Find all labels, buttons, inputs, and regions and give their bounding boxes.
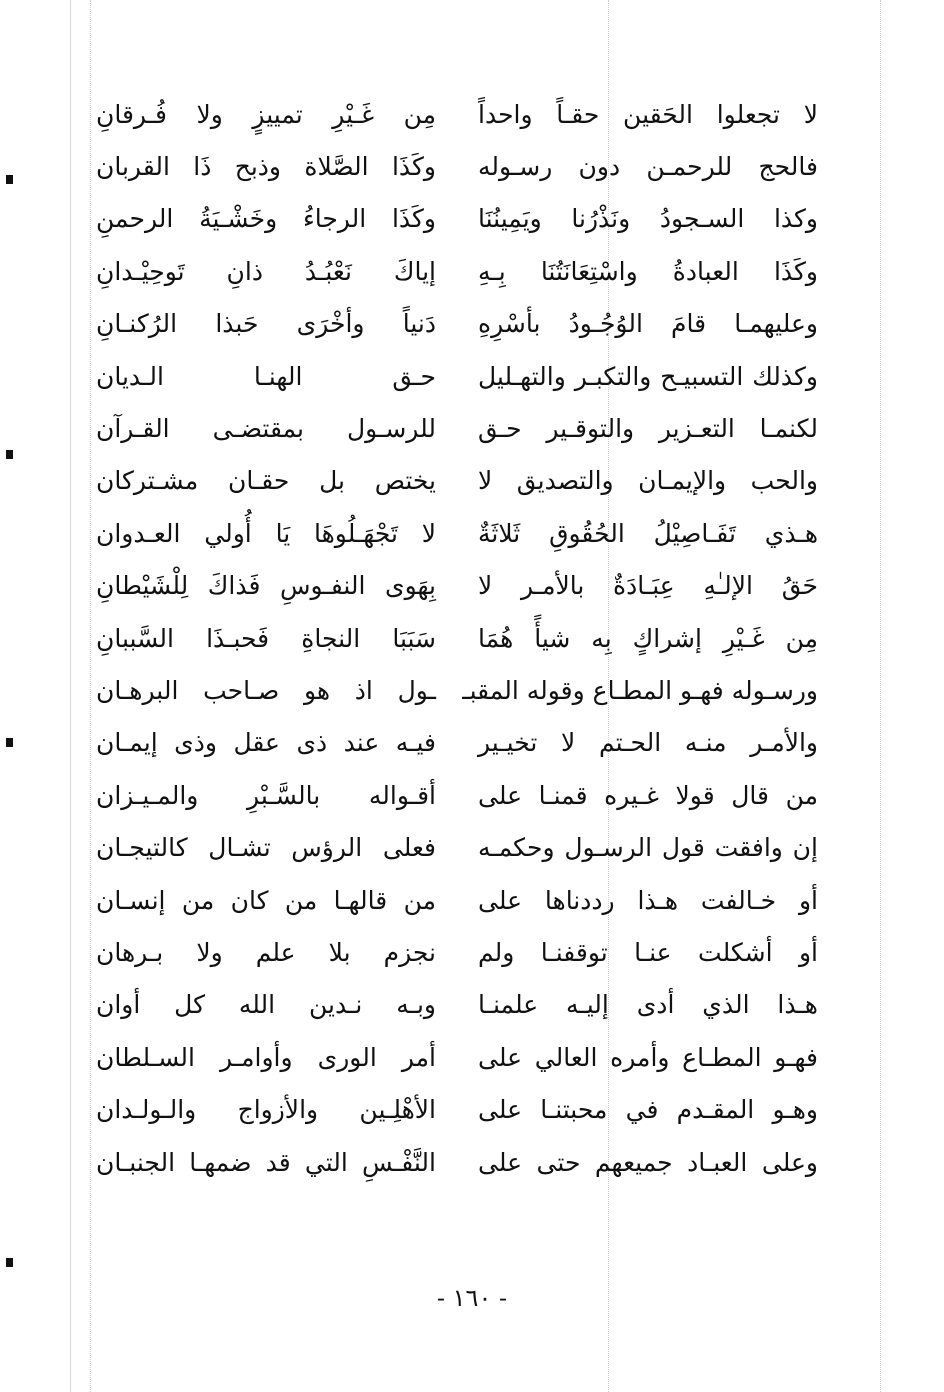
verse-first-hemistich: مِن غَـيْرِ إشراكٍ بِه شيأً هُمَا <box>478 623 818 653</box>
verse-first-hemistich: وعلى العبـاد جميعهم حتى على <box>478 1147 818 1177</box>
verse-line <box>96 245 818 297</box>
verse-first-hemistich: من قال قولا غـيره قمنـا على <box>478 780 818 810</box>
verse-line <box>96 1136 818 1188</box>
scan-margin <box>0 0 71 1392</box>
verse-line <box>96 350 818 402</box>
verse-first-hemistich: وكذلك التسبيـح والتكبـر والتهـليل <box>478 361 818 391</box>
verse-second-hemistich: سَبَبَا النجاةِ فَحبـذَا السَّببانِ <box>96 623 436 653</box>
margin-mark <box>6 450 13 459</box>
verse-line <box>96 1031 818 1083</box>
poem-body <box>96 88 818 1188</box>
margin-mark <box>6 1258 13 1267</box>
verse-first-hemistich: وهـو المقـدم في محبتنـا على <box>478 1095 818 1125</box>
scan-artifact-line <box>880 0 881 1392</box>
margin-mark <box>6 738 13 747</box>
verse-second-hemistich: أقـواله بالسَّـبْرِ والمـيـزان <box>96 780 436 810</box>
verse-line <box>96 979 818 1031</box>
verse-line <box>96 88 818 140</box>
verse-second-hemistich: أمر الورى وأوامـر السـلطان <box>96 1042 436 1072</box>
verse-first-hemistich: إن وافقت قول الرسـول وحكمـه <box>478 833 818 863</box>
verse-line <box>96 664 818 716</box>
verse-first-hemistich: والأمـر منـه الحـتم لا تخيـير <box>478 728 818 758</box>
verse-line <box>96 926 818 978</box>
verse-first-hemistich: هـذي تَفَـاصِيْلُ الحُقُوقِ ثَلاثَةٌ <box>478 518 818 548</box>
verse-second-hemistich: لا تَجْهَـلُوهَا يَا أُولي العـدوان <box>96 518 436 548</box>
verse-second-hemistich: نجزم بلا علم ولا بـرهان <box>96 937 436 967</box>
verse-first-hemistich: حَقُ الإلـٰهِ عِبَـادَةٌ بالأمـر لا <box>478 571 818 601</box>
verse-line <box>96 560 818 612</box>
verse-second-hemistich: النَّفْـسِ التي قد ضمهـا الجنبـان <box>96 1147 436 1177</box>
verse-first-hemistich: ورسـوله فهـو المطـاع وقوله المقبـ <box>462 675 818 705</box>
verse-second-hemistich: الأهْلِـين والأزواج والـولـدان <box>96 1095 436 1125</box>
verse-line <box>96 455 818 507</box>
verse-first-hemistich: والحب والإيمـان والتصديق لا <box>478 466 818 496</box>
verse-first-hemistich: وكَذَا العبادةُ واسْتِعَانَتُنَا بِـهِ <box>478 256 818 286</box>
verse-line <box>96 507 818 559</box>
verse-second-hemistich: ـول اذ هو صـاحب البرهـان <box>96 675 436 705</box>
verse-first-hemistich: فالحج للرحمـن دون رسـوله <box>478 152 818 182</box>
verse-first-hemistich: فهـو المطـاع وأمره العالي على <box>478 1042 818 1072</box>
verse-second-hemistich: فيـه عند ذى عقل وذى إيمـان <box>96 728 436 758</box>
verse-first-hemistich: لا تجعلوا الحَقين حقـاً واحداً <box>478 99 818 129</box>
verse-second-hemistich: للرسـول بمقتضـى القـرآن <box>96 414 436 444</box>
verse-line <box>96 821 818 873</box>
verse-second-hemistich: إياكَ نَعْبُـدُ ذانِ تَوحِيْـدانِ <box>96 256 436 286</box>
verse-second-hemistich: دَنياً وأخْرَى حَبذا الرُكنـانِ <box>96 309 436 339</box>
page-number: - ١٦٠ - <box>436 1284 508 1312</box>
verse-line <box>96 1083 818 1135</box>
margin-mark <box>6 175 13 184</box>
verse-second-hemistich: فعلى الرؤس تشـال كالتيجـان <box>96 833 436 863</box>
verse-second-hemistich: من قالهـا من كان من إنسـان <box>96 885 436 915</box>
verse-line <box>96 612 818 664</box>
verse-second-hemistich: حـق الهنـا الـديان <box>96 361 436 391</box>
verse-second-hemistich: يختص بل حقـان مشـتركان <box>96 466 436 496</box>
verse-first-hemistich: أو خـالفت هـذا رددناها على <box>478 885 818 915</box>
verse-first-hemistich: أو أشكلت عنـا توقفنـا ولم <box>478 937 818 967</box>
verse-second-hemistich: وكَذَا الرجاءُ وخَشْـيَةُ الرحمنِ <box>96 204 436 234</box>
verse-line <box>96 874 818 926</box>
verse-first-hemistich: وعليهمـا قامَ الوُجُـودُ بأسْرِهِ <box>478 309 818 339</box>
verse-line <box>96 717 818 769</box>
verse-first-hemistich: هـذا الذي أدى إليـه علمنـا <box>478 990 818 1020</box>
verse-second-hemistich: بِهَوى النفـوسِ فَذاكَ لِلْشَيْطانِ <box>96 571 436 601</box>
verse-second-hemistich: وكَذَا الصَّلاة وذبح ذَا القربان <box>96 152 436 182</box>
scan-artifact-line <box>90 0 91 1392</box>
verse-first-hemistich: لكنمـا التعـزير والتوقـير حـق <box>478 414 818 444</box>
verse-line <box>96 193 818 245</box>
verse-first-hemistich: وكذا السـجودُ ونَذْرُنا ويَمِينُنَا <box>478 204 818 234</box>
verse-line <box>96 402 818 454</box>
verse-line <box>96 769 818 821</box>
verse-line <box>96 298 818 350</box>
verse-second-hemistich: مِن غَـيْرِ تمييزٍ ولا فُـرقانِ <box>96 99 436 129</box>
verse-line <box>96 140 818 192</box>
verse-second-hemistich: وبـه نـدين الله كل أوان <box>96 990 436 1020</box>
